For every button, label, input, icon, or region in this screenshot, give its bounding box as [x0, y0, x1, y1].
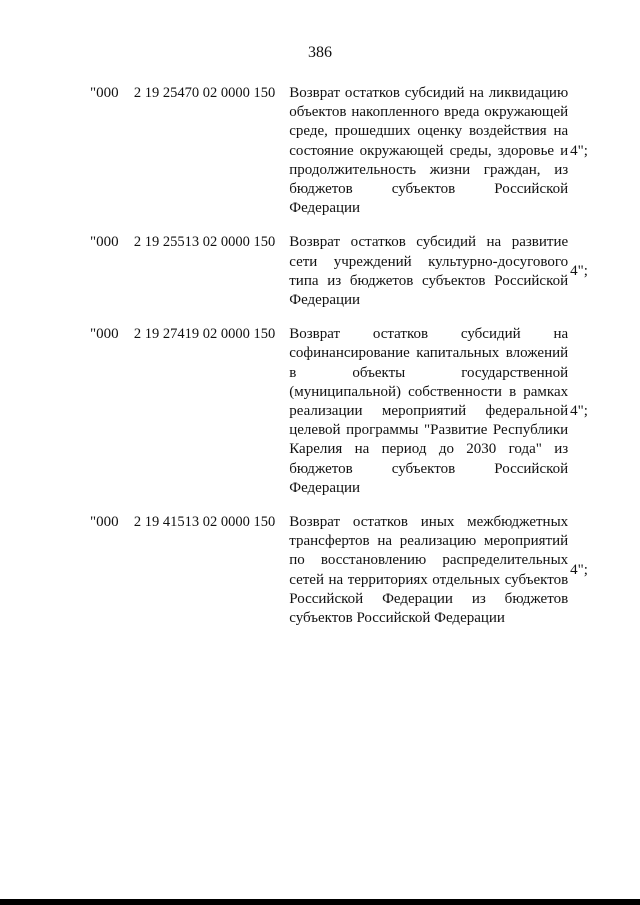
table-row: [90, 233, 610, 310]
table-row: [90, 84, 610, 218]
code-prefix: "000: [90, 85, 119, 101]
table-row: [90, 325, 610, 498]
code-prefix: "000: [90, 234, 119, 251]
budget-code: 2 19 41513 02 0000 150: [133, 514, 276, 531]
row-value: 4";: [570, 403, 588, 420]
code-prefix: "000: [90, 326, 119, 343]
page-number: 386: [308, 44, 332, 61]
budget-code: 2 19 25470 02 0000 150: [133, 85, 276, 101]
code-description: Возврат остатков субсидий на софинансирование капитальных вложений в объекты государственной (муниципальной) собственности в рамках реализации мероприятий федеральной целевой программы "Развитие Республики Карелия на период до 2030 года" из бюджетов субъектов Российской Федерации: [289, 326, 569, 496]
code-description: Возврат остатков иных межбюджетных трансфертов на реализацию мероприятий по восстановлению распределительных сетей на территориях отдельных субъектов Российской Федерации из бюджетов субъектов Российской Федерации: [289, 514, 569, 627]
budget-code: 2 19 25513 02 0000 150: [133, 234, 276, 251]
budget-code: 2 19 27419 02 0000 150: [133, 326, 276, 343]
row-value: 4";: [570, 562, 588, 579]
code-description: Возврат остатков субсидий на развитие сети учреждений культурно-досугового типа из бюджетов субъектов Российской Федерации: [289, 234, 569, 309]
row-value: 4";: [570, 142, 588, 159]
code-table: [90, 84, 610, 643]
code-description: Возврат остатков субсидий на ликвидацию объектов накопленного вреда окружающей среде, прошедших оценку воздействия на состояние окружающей среды, здоровье и продолжительность жизни граждан, из бюджетов субъектов Российской Федерации: [289, 85, 569, 217]
code-prefix: "000: [90, 514, 119, 531]
table-row: [90, 513, 610, 628]
row-value: 4";: [570, 263, 588, 280]
scan-border-line: [0, 899, 640, 905]
